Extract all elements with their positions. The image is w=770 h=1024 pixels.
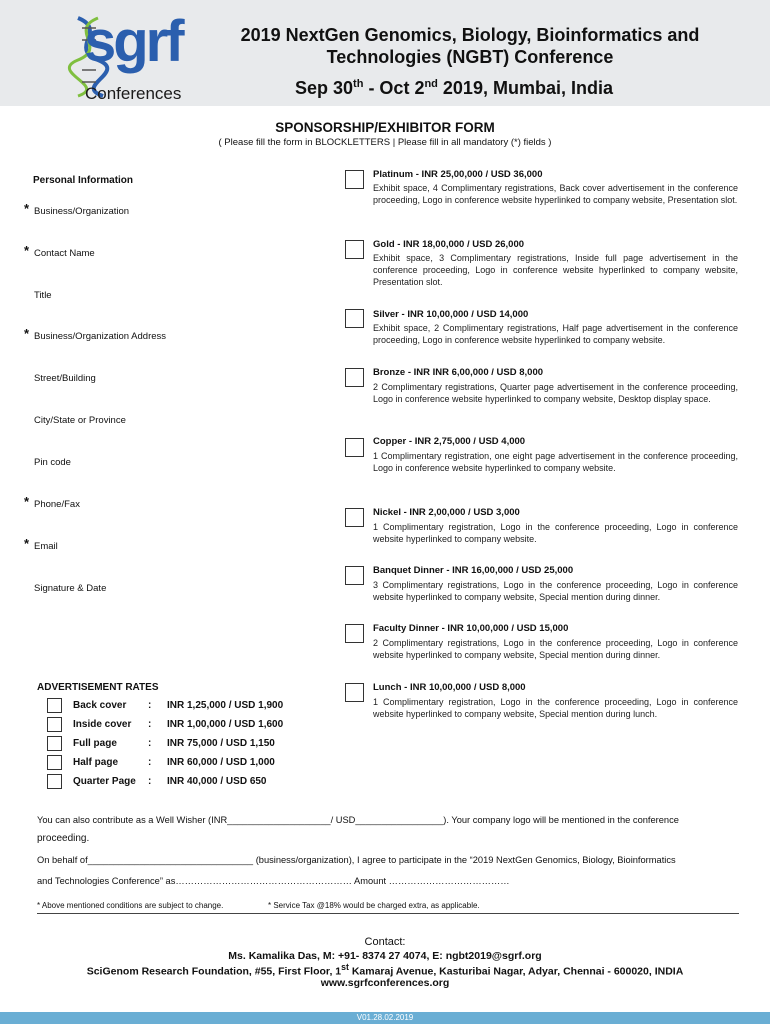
note-conditions: * Above mentioned conditions are subject to change. [37,901,224,910]
checkbox-quarter-page[interactable] [47,774,62,789]
tier-silver-desc: Exhibit space, 2 Complimentary registrations, Half page advertisement in the conference proceeding, Logo in conference website hyperlinked to company website. [373,323,738,345]
field-contact-name[interactable]: Contact Name [34,248,95,259]
tier-bronze-desc: 2 Complimentary registrations, Quarter page advertisement in the conference proceeding, Logo in conference website hyperlinked to company website, Desktop display space. [373,382,738,404]
field-signature-date[interactable]: Signature & Date [34,583,107,594]
adv-label-quarter-page: Quarter Page [73,776,136,787]
divider-line [37,913,739,914]
checkbox-gold[interactable] [345,240,364,259]
adv-colon: : [148,776,152,787]
tier-platinum-title: Platinum - INR 25,00,000 / USD 36,000 [373,169,543,180]
adv-label-back-cover: Back cover [73,700,127,711]
adv-label-half-page: Half page [73,757,119,768]
wellwisher-line-2: proceeding. [37,833,90,844]
tier-lunch-desc: 1 Complimentary registration, Logo in the conference proceeding, Logo in conference website hyperlinked to company website, Special mention during lunch. [373,697,738,719]
checkbox-silver[interactable] [345,309,364,328]
form-title: SPONSORSHIP/EXHIBITOR FORM [275,120,495,135]
adv-colon: : [148,719,152,730]
checkbox-bronze[interactable] [345,368,364,387]
logo-wordmark: sgrf [84,9,182,74]
checkbox-faculty-dinner[interactable] [345,624,364,643]
tier-platinum-desc: Exhibit space, 4 Complimentary registrations, Back cover advertisement in the conference proceeding, Logo in conference website hyperlinked to company website, Presentation slot. [373,183,738,205]
tier-faculty-desc: 2 Complimentary registrations, Logo in the conference proceeding, Logo in conference website hyperlinked to company website, Special mention during dinner. [373,638,738,660]
adv-colon: : [148,700,152,711]
form-subtitle: ( Please fill the form in BLOCKLETTERS | Please fill in all mandatory (*) fields ) [218,137,552,148]
personal-info-heading: Personal Information [33,175,134,186]
adv-rate-quarter-page: INR 40,000 / USD 650 [167,776,267,787]
checkbox-inside-cover[interactable] [47,717,62,732]
field-city-state[interactable]: City/State or Province [34,415,126,426]
field-title[interactable]: Title [34,290,52,301]
required-marker: * [24,243,30,258]
required-marker: * [24,201,30,216]
checkbox-back-cover[interactable] [47,698,62,713]
adv-rate-half-page: INR 60,000 / USD 1,000 [167,757,275,768]
tier-bronze-title: Bronze - INR INR 6,00,000 / USD 8,000 [373,367,544,378]
tier-silver-title: Silver - INR 10,00,000 / USD 14,000 [373,309,529,320]
conference-date: Sep 30th - Oct 2nd 2019, Mumbai, India [295,78,613,98]
adv-rate-full-page: INR 75,000 / USD 1,150 [167,738,275,749]
adv-rate-inside-cover: INR 1,00,000 / USD 1,600 [167,719,284,730]
tier-gold-title: Gold - INR 18,00,000 / USD 26,000 [373,239,525,250]
checkbox-banquet-dinner[interactable] [345,566,364,585]
checkbox-nickel[interactable] [345,508,364,527]
field-pin-code[interactable]: Pin code [34,457,71,468]
field-business-organization[interactable]: Business/Organization [34,206,130,217]
wellwisher-line-1[interactable]: You can also contribute as a Well Wisher (INR____________________/ USD_________________). Your company logo will be mentioned in the conference [37,815,679,825]
tier-faculty-title: Faculty Dinner - INR 10,00,000 / USD 15,000 [373,623,569,634]
tier-banquet-title: Banquet Dinner - INR 16,00,000 / USD 25,000 [373,565,574,576]
conference-title: 2019 NextGen Genomics, Biology, Bioinformatics and Technologies (NGBT) Conference [240,25,700,67]
adv-colon: : [148,738,152,749]
tier-nickel-title: Nickel - INR 2,00,000 / USD 3,000 [373,507,520,518]
required-marker: * [24,536,30,551]
tier-lunch-title: Lunch - INR 10,00,000 / USD 8,000 [373,682,526,693]
checkbox-copper[interactable] [345,438,364,457]
agreement-line-1[interactable]: On behalf of________________________________ (business/organization), I agree to participate in the “2019 NextGen Genomics, Biology, Bioinformatics [37,855,676,865]
tier-nickel-desc: 1 Complimentary registration, Logo in the conference proceeding, Logo in conference website hyperlinked to company website. [373,522,738,544]
required-marker: * [24,494,30,509]
field-phone-fax[interactable]: Phone/Fax [34,499,80,510]
adv-rate-back-cover: INR 1,25,000 / USD 1,900 [167,700,284,711]
agreement-line-2[interactable]: and Technologies Conference” as………………………………………………… Amount ………………………………… [37,876,510,886]
contact-person: Ms. Kamalika Das, M: +91- 8374 27 4074, E: ngbt2019@sgrf.org [228,950,542,962]
checkbox-lunch[interactable] [345,683,364,702]
adv-colon: : [148,757,152,768]
checkbox-platinum[interactable] [345,170,364,189]
version-label: V01.28.02.2019 [356,1013,414,1022]
advertisement-heading: ADVERTISEMENT RATES [37,682,159,693]
tier-copper-desc: 1 Complimentary registration, one eight page advertisement in the conference proceeding, Logo in conference website hyperlinked to company website. [373,451,738,473]
contact-heading: Contact: [364,936,406,948]
checkbox-full-page[interactable] [47,736,62,751]
field-email[interactable]: Email [34,541,58,552]
website-link[interactable]: www.sgrfconferences.org [320,977,450,989]
note-service-tax: * Service Tax @18% would be charged extra, as applicable. [268,901,480,910]
tier-gold-desc: Exhibit space, 3 Complimentary registrations, Inside full page advertisement in the conference proceeding, Logo in conference website hyperlinked to company website, Presentation slot. [373,253,738,287]
field-street-building[interactable]: Street/Building [34,373,96,384]
checkbox-half-page[interactable] [47,755,62,770]
tier-copper-title: Copper - INR 2,75,000 / USD 4,000 [373,436,526,447]
contact-address: SciGenom Research Foundation, #55, First Floor, 1st Kamaraj Avenue, Kasturibai Nagar, Adyar, Chennai - 600020, INDIA [86,962,684,978]
tier-banquet-desc: 3 Complimentary registrations, Logo in the conference proceeding, Logo in conference website hyperlinked to company website, Special mention during dinner. [373,580,738,602]
adv-label-full-page: Full page [73,738,117,749]
adv-label-inside-cover: Inside cover [73,719,132,730]
field-business-address[interactable]: Business/Organization Address [34,331,167,342]
logo-subtitle: Conferences [85,84,182,103]
required-marker: * [24,326,30,341]
